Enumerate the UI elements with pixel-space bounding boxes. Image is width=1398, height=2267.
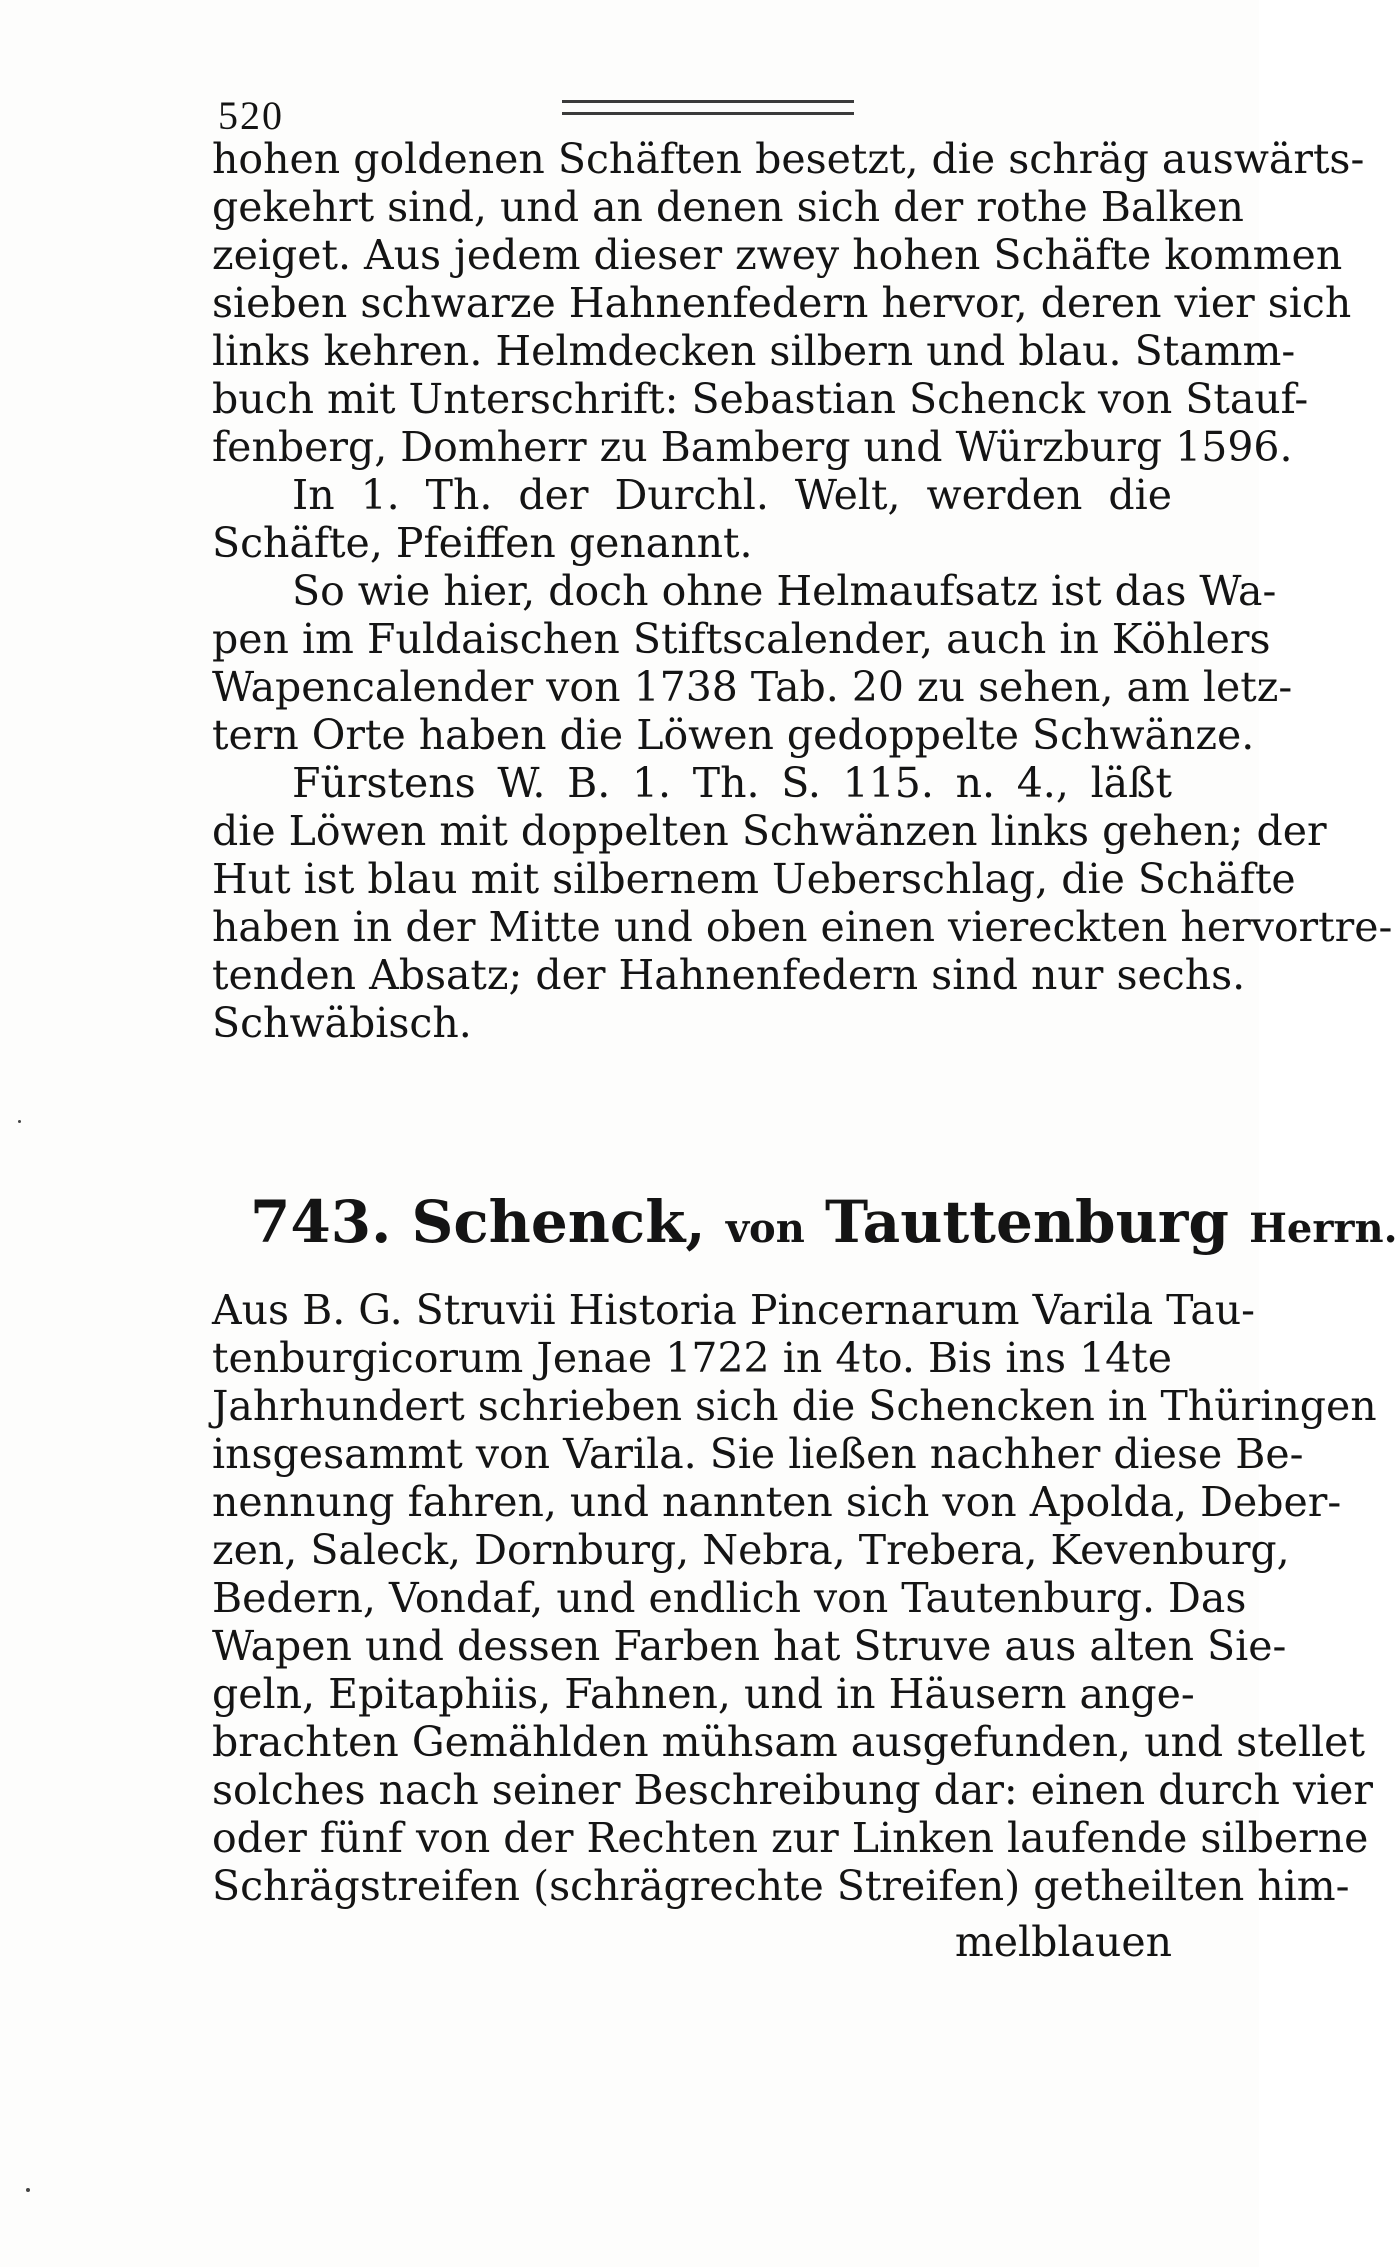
- header-rule: [562, 100, 854, 115]
- text-line: solches nach seiner Beschreibung dar: einen durch vier: [212, 1766, 1374, 1814]
- text-line: tenburgicorum Jenae 1722 in 4to. Bis ins 14te: [212, 1334, 1172, 1382]
- text-line: Wapen und dessen Farben hat Struve aus alten Sie-: [212, 1622, 1287, 1670]
- section-heading: [250, 1186, 1398, 1266]
- text-line: fenberg, Domherr zu Bamberg und Würzburg 1596.: [212, 423, 1293, 471]
- text-line: sieben schwarze Hahnenfedern hervor, deren vier sich: [212, 279, 1352, 327]
- text-line: Bedern, Vondaf, und endlich von Tautenburg. Das: [212, 1574, 1247, 1622]
- text-line: insgesammt von Varila. Sie ließen nachher diese Be-: [212, 1430, 1304, 1478]
- text-line: tenden Absatz; der Hahnenfedern sind nur sechs.: [212, 951, 1246, 999]
- text-line: So wie hier, doch ohne Helmaufsatz ist das Wa-: [292, 567, 1277, 615]
- text-line: Aus B. G. Struvii Historia Pincernarum Varila Tau-: [212, 1286, 1256, 1334]
- text-line: hohen goldenen Schäften besetzt, die schräg auswärts-: [212, 135, 1365, 183]
- text-line: Jahrhundert schrieben sich die Schencken in Thüringen: [212, 1382, 1377, 1430]
- section-number: 743.: [250, 1188, 392, 1256]
- text-line: haben in der Mitte und oben einen viereckten hervortre-: [212, 903, 1393, 951]
- heading-title: Herrn.: [1249, 1205, 1398, 1252]
- text-line: tern Orte haben die Löwen gedoppelte Schwänze.: [212, 711, 1255, 759]
- text-line: links kehren. Helmdecken silbern und blau. Stamm-: [212, 327, 1296, 375]
- text-line: zeiget. Aus jedem dieser zwey hohen Schäfte kommen: [212, 231, 1343, 279]
- catchword: melblauen: [954, 1918, 1172, 1966]
- text-line: Hut ist blau mit silbernem Ueberschlag, die Schäfte: [212, 855, 1296, 903]
- text-line: Wapencalender von 1738 Tab. 20 zu sehen, am letz-: [212, 663, 1293, 711]
- family-place: Tauttenburg: [825, 1188, 1229, 1256]
- family-name: Schenck,: [411, 1188, 706, 1256]
- text-line: pen im Fuldaischen Stiftscalender, auch in Köhlers: [212, 615, 1271, 663]
- page-number: 520: [218, 93, 284, 138]
- text-line: buch mit Unterschrift: Sebastian Schenck von Stauf-: [212, 375, 1309, 423]
- text-line: Fürstens W. B. 1. Th. S. 115. n. 4., läßt: [292, 759, 1172, 807]
- paper-speck: [26, 2188, 30, 2192]
- text-line: Schwäbisch.: [212, 999, 472, 1047]
- text-line: oder fünf von der Rechten zur Linken laufende silberne: [212, 1814, 1369, 1862]
- text-line: brachten Gemählden mühsam ausgefunden, und stellet: [212, 1718, 1365, 1766]
- text-line: gekehrt sind, und an denen sich der rothe Balken: [212, 183, 1244, 231]
- text-line: nennung fahren, und nannten sich von Apolda, Deber-: [212, 1478, 1342, 1526]
- text-line: In 1. Th. der Durchl. Welt, werden die: [292, 471, 1172, 519]
- paper-speck: [18, 1120, 21, 1123]
- text-line: geln, Epitaphiis, Fahnen, und in Häusern ange-: [212, 1670, 1195, 1718]
- text-line: zen, Saleck, Dornburg, Nebra, Trebera, Kevenburg,: [212, 1526, 1290, 1574]
- text-line: Schäfte, Pfeiffen genannt.: [212, 519, 753, 567]
- heading-von: von: [725, 1205, 805, 1252]
- text-line: Schrägstreifen (schrägrechte Streifen) getheilten him-: [212, 1862, 1350, 1910]
- text-line: die Löwen mit doppelten Schwänzen links gehen; der: [212, 807, 1327, 855]
